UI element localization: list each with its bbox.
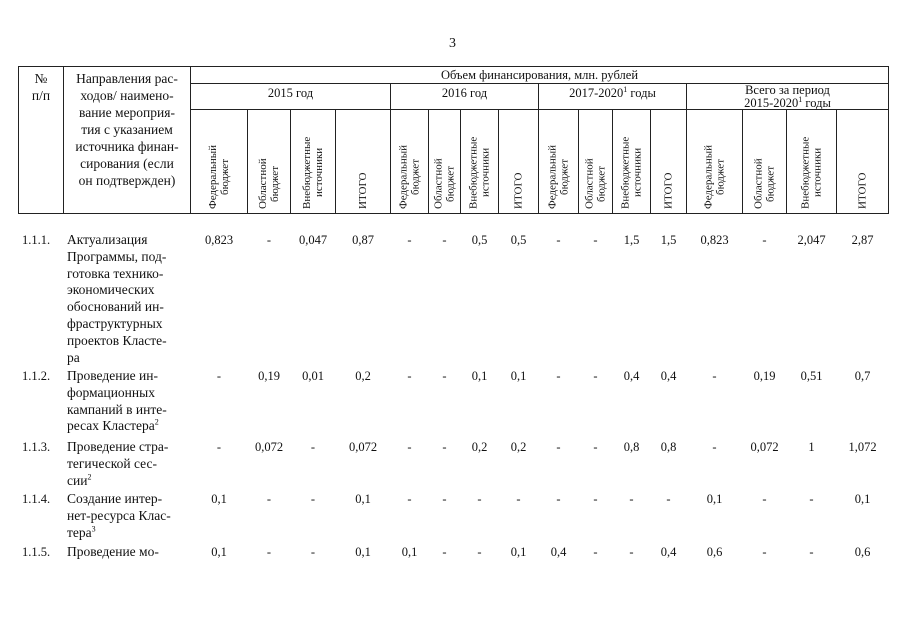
value-cell: 1 [808,440,815,454]
value-cell: 0,4 [660,369,677,383]
value-cell: 0,01 [302,369,324,383]
value-cell: - [442,545,447,559]
period-2016: 2016 год [441,86,488,100]
value-cell: 0,047 [298,233,328,247]
value-cell: - [266,492,272,506]
value-cell: 0,5 [510,233,527,247]
value-cell: 0,4 [623,369,640,383]
value-cell: 2,047 [797,233,826,247]
value-cell: 0,4 [550,545,567,559]
value-cell: - [216,440,222,454]
value-cell: - [266,545,272,559]
row-name [67,439,189,489]
value-cell: 0,4 [660,545,677,559]
value-cell: 0,19 [753,369,776,383]
subheader-1: Областной бюджет [257,158,281,209]
row-code: 1.1.5. [22,545,51,559]
subheader-2: Внебюджетные источники [467,136,492,209]
value-cell: - [809,545,814,559]
value-cell: 0,19 [258,369,280,383]
value-cell: - [556,369,561,383]
row-name-text: Создание интер- нет-ресурса Клас- тера [67,491,171,540]
value-cell: 0,1 [471,369,488,383]
value-cell: 0,072 [348,440,378,454]
value-cell: - [516,492,521,506]
value-cell: 0,7 [854,369,871,383]
subheader-1: Областной бюджет [432,158,457,209]
header-volume: Объем финансирования, млн. рублей [440,68,639,82]
value-cell: - [666,492,671,506]
subheader-0: Федеральный бюджет [702,144,727,209]
footnote-mark: 3 [91,524,96,534]
value-cell: 0,1 [510,545,527,559]
value-cell: 0,8 [623,440,640,454]
row-code: 1.1.4. [22,492,51,506]
row-name-text: Актуализация Программы, под- готовка технико- экономических обоснований ин- фраструктурных проектов Класте- ра [67,232,167,365]
value-cell: 0,8 [660,440,677,454]
value-cell: - [407,492,412,506]
page-number: 3 [449,36,456,51]
value-cell: 0,2 [510,440,527,454]
value-cell: - [809,492,814,506]
value-cell: 0,87 [352,233,374,247]
value-cell: 0,2 [355,369,371,383]
row-name [67,368,189,435]
value-cell: 1,5 [660,233,677,247]
value-cell: 0,1 [355,545,371,559]
value-cell: - [216,369,222,383]
value-cell: 0,6 [854,545,871,559]
row-code: 1.1.3. [22,440,51,454]
subheader-0: Федеральный бюджет [397,144,422,209]
value-cell: - [593,492,598,506]
value-cell: - [310,492,316,506]
period-2017-2020: 2017-2020$^1$ годы [569,84,656,100]
subheader-2: Внебюджетные источники [799,136,824,209]
footnote-mark: 2 [87,472,92,482]
header-num: № п/п [31,71,51,103]
subheader-2: Внебюджетные источники [619,136,644,209]
subheader-1: Областной бюджет [752,158,777,209]
subheader-0: Федеральный бюджет [207,144,231,209]
value-cell: - [712,369,717,383]
value-cell: 0,1 [401,545,418,559]
value-cell: - [762,233,767,247]
value-cell: - [593,233,598,247]
value-cell: - [762,545,767,559]
value-cell: - [593,440,598,454]
row-name-text: Проведение стра- тегической сес- сии [67,439,169,488]
row-name [67,232,189,366]
value-cell: - [762,492,767,506]
value-cell: 0,1 [510,369,527,383]
subheader-0: Федеральный бюджет [546,144,571,209]
subheader-3: ИТОГО [357,172,369,209]
value-cell: 1,072 [848,440,877,454]
subheader-3: ИТОГО [512,172,525,209]
value-cell: - [310,545,316,559]
subheader-2: Внебюджетные источники [301,136,325,209]
value-cell: - [593,545,598,559]
value-cell: - [629,545,634,559]
subheader-3: ИТОГО [856,172,869,209]
row-name-text: Проведение ин- формационных кампаний в инте- ресах Кластера [67,368,167,434]
value-cell: 2,87 [851,233,874,247]
value-cell: 0,823 [700,233,729,247]
value-cell: 0,823 [204,233,234,247]
value-cell: - [407,440,412,454]
value-cell: - [442,233,447,247]
value-cell: - [477,545,482,559]
value-cell: 1,5 [623,233,640,247]
footnote-mark: 2 [154,417,159,427]
value-cell: - [407,233,412,247]
value-cell: - [442,369,447,383]
value-cell: 0,072 [254,440,284,454]
subheader-3: ИТОГО [662,172,675,209]
value-cell: - [310,440,316,454]
period-2015: 2015 год [267,86,314,100]
value-cell: 0,6 [706,545,723,559]
value-cell: 0,1 [211,545,227,559]
value-cell: - [593,369,598,383]
value-cell: - [629,492,634,506]
value-cell: 0,072 [750,440,779,454]
header-direction: Направления рас- ходов/ наименo- вание мероприя- тия с указанием источника финан- сирования (если он подтвержден) [75,71,179,188]
value-cell: - [712,440,717,454]
period-total: Всего за период 2015-2020$^1$ годы [744,83,831,110]
value-cell: - [556,440,561,454]
row-code: 1.1.2. [22,369,51,383]
value-cell: - [442,492,447,506]
value-cell: 0,51 [800,369,823,383]
row-name-text: Проведение мо- [67,544,159,559]
value-cell: - [266,233,272,247]
value-cell: - [407,369,412,383]
value-cell: - [442,440,447,454]
value-cell: 0,1 [706,492,723,506]
value-cell: 0,1 [854,492,871,506]
row-code: 1.1.1. [22,233,51,247]
row-name [67,491,189,541]
value-cell: - [477,492,482,506]
value-cell: - [556,233,561,247]
value-cell: 0,2 [471,440,488,454]
value-cell: 0,1 [211,492,227,506]
value-cell: 0,5 [471,233,488,247]
subheader-1: Областной бюджет [583,158,608,209]
row-name [67,544,189,561]
value-cell: - [556,492,561,506]
value-cell: 0,1 [355,492,371,506]
